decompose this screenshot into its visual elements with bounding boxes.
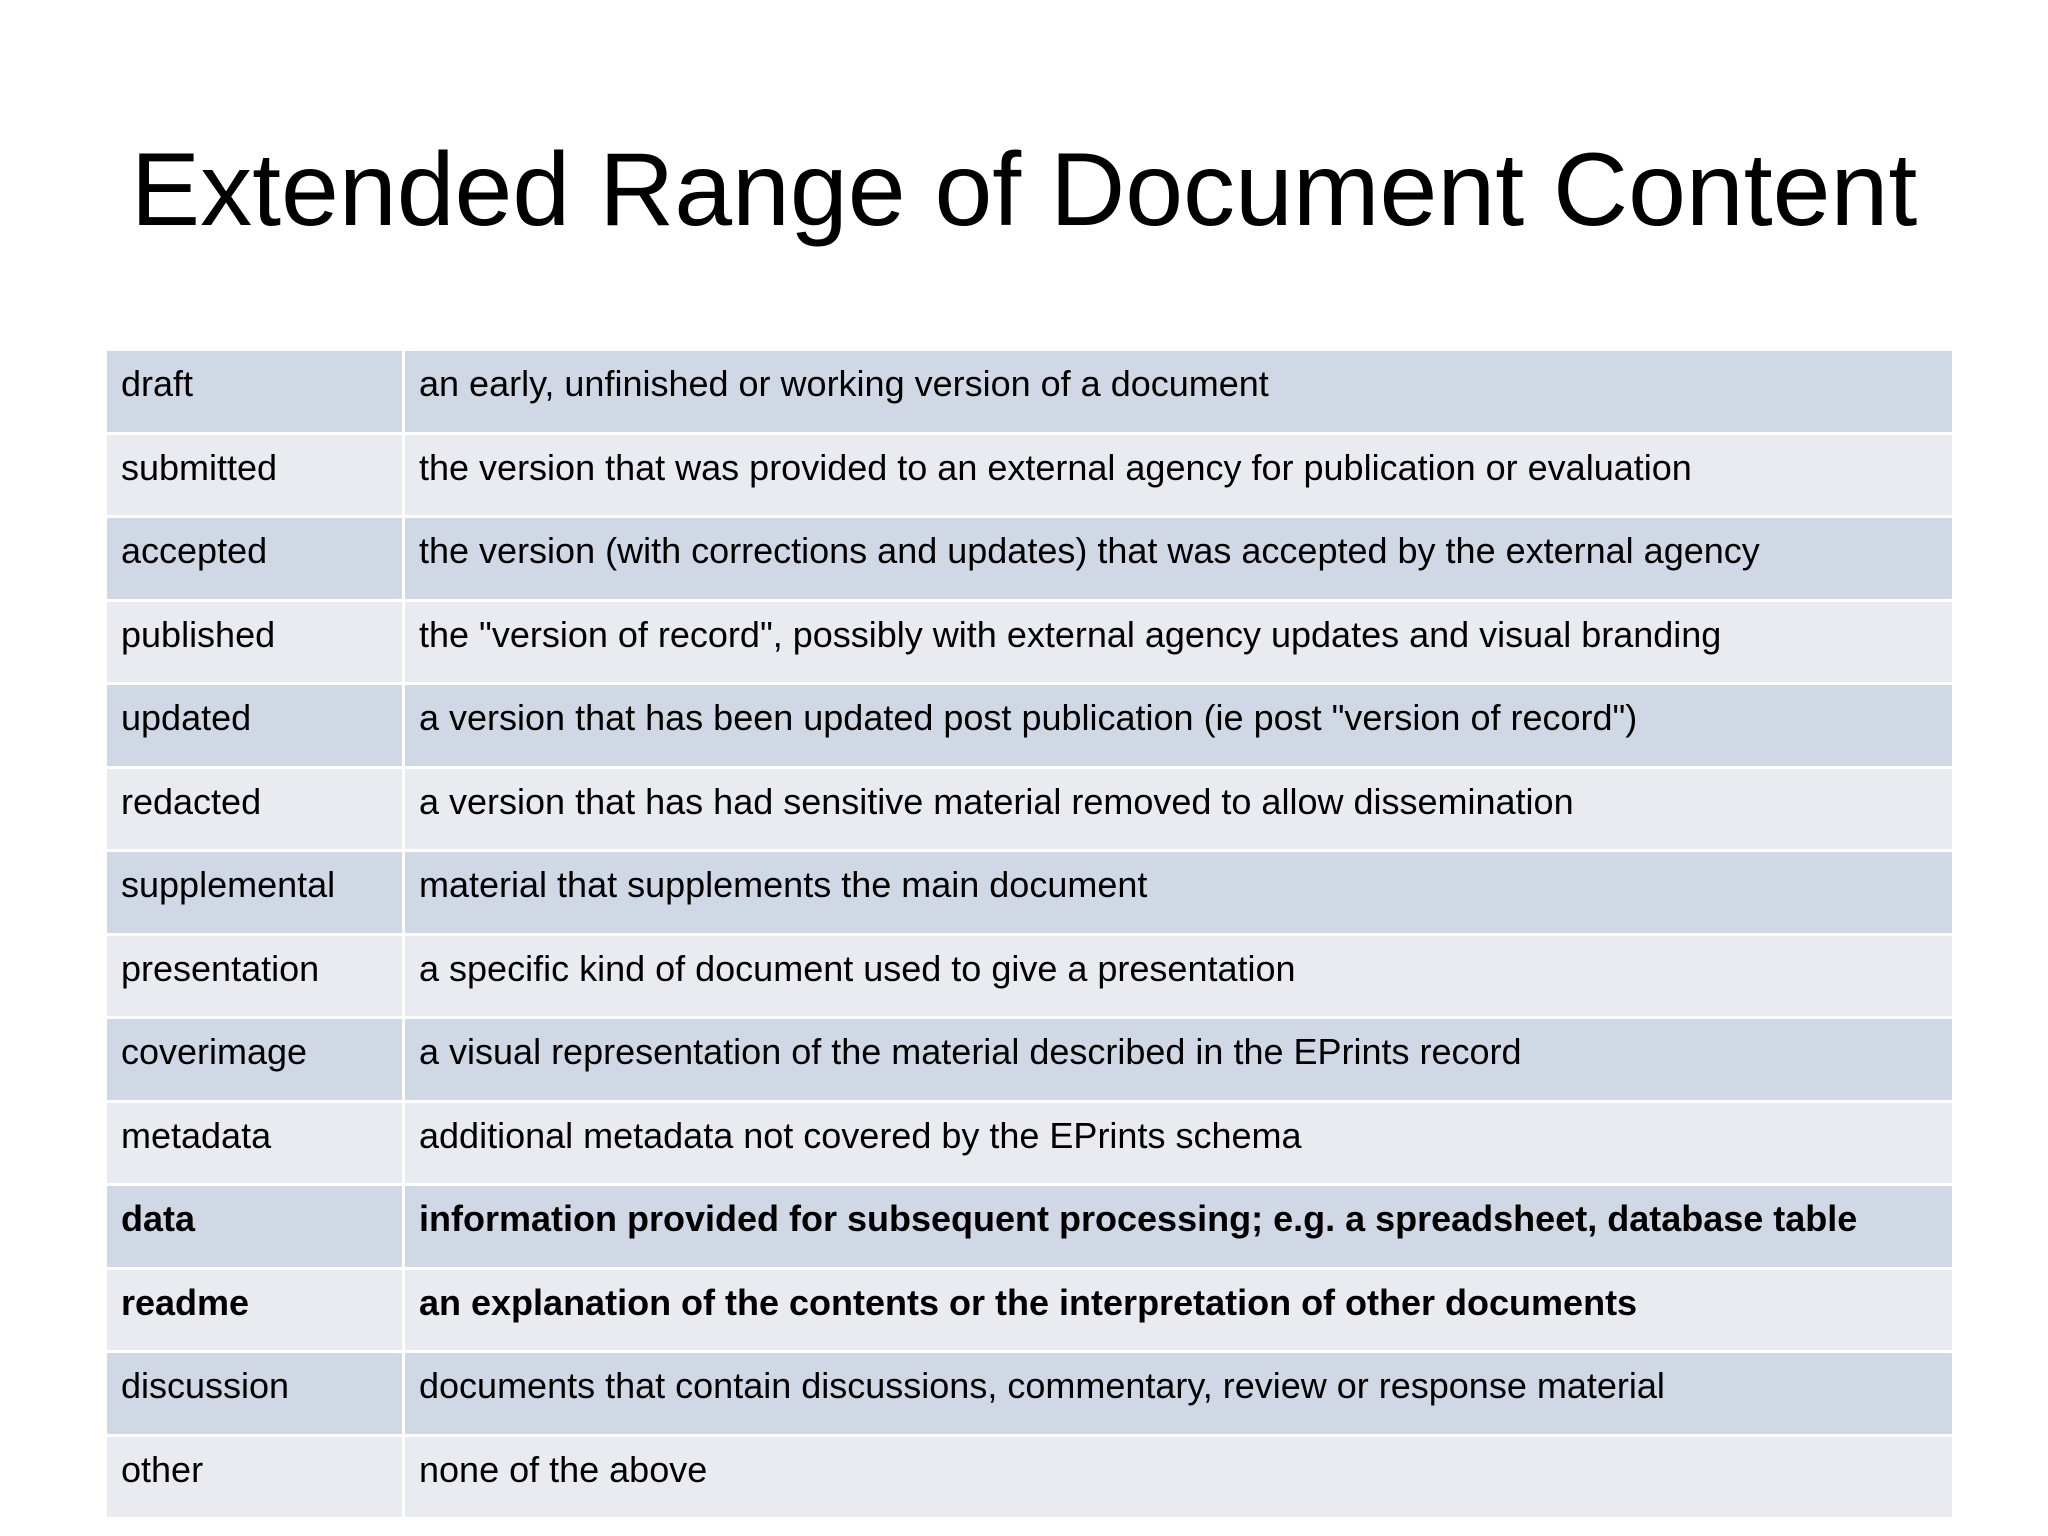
description-cell: none of the above bbox=[404, 1435, 1954, 1519]
description-cell: a version that has been updated post publication (ie post "version of record") bbox=[404, 684, 1954, 768]
term-cell: submitted bbox=[106, 433, 404, 517]
table-row bbox=[106, 684, 1954, 768]
table-row bbox=[106, 1101, 1954, 1185]
description-cell: documents that contain discussions, commentary, review or response material bbox=[404, 1352, 1954, 1436]
term-cell: discussion bbox=[106, 1352, 404, 1436]
term-cell: redacted bbox=[106, 767, 404, 851]
description-cell: a version that has had sensitive material removed to allow dissemination bbox=[404, 767, 1954, 851]
table-row bbox=[106, 1185, 1954, 1269]
table-row bbox=[106, 600, 1954, 684]
term-cell: draft bbox=[106, 350, 404, 434]
term-cell: supplemental bbox=[106, 851, 404, 935]
term-cell: readme bbox=[106, 1268, 404, 1352]
term-cell: presentation bbox=[106, 934, 404, 1018]
description-cell: the version (with corrections and updates) that was accepted by the external agency bbox=[404, 517, 1954, 601]
term-cell: coverimage bbox=[106, 1018, 404, 1102]
table-row bbox=[106, 1435, 1954, 1519]
description-cell: a visual representation of the material described in the EPrints record bbox=[404, 1018, 1954, 1102]
table-row bbox=[106, 851, 1954, 935]
description-cell: information provided for subsequent processing; e.g. a spreadsheet, database table bbox=[404, 1185, 1954, 1269]
table-row bbox=[106, 517, 1954, 601]
document-content-table bbox=[104, 348, 1955, 1520]
table-row bbox=[106, 934, 1954, 1018]
slide-title: Extended Range of Document Content bbox=[130, 132, 1918, 248]
description-cell: additional metadata not covered by the EPrints schema bbox=[404, 1101, 1954, 1185]
table-row bbox=[106, 433, 1954, 517]
term-cell: metadata bbox=[106, 1101, 404, 1185]
table-row bbox=[106, 767, 1954, 851]
description-cell: a specific kind of document used to give a presentation bbox=[404, 934, 1954, 1018]
term-cell: published bbox=[106, 600, 404, 684]
term-cell: accepted bbox=[106, 517, 404, 601]
description-cell: material that supplements the main document bbox=[404, 851, 1954, 935]
term-cell: data bbox=[106, 1185, 404, 1269]
table-row bbox=[106, 350, 1954, 434]
term-cell: other bbox=[106, 1435, 404, 1519]
table-row bbox=[106, 1352, 1954, 1436]
description-cell: the "version of record", possibly with external agency updates and visual branding bbox=[404, 600, 1954, 684]
description-cell: the version that was provided to an external agency for publication or evaluation bbox=[404, 433, 1954, 517]
table-row bbox=[106, 1018, 1954, 1102]
table-row bbox=[106, 1268, 1954, 1352]
description-cell: an explanation of the contents or the interpretation of other documents bbox=[404, 1268, 1954, 1352]
term-cell: updated bbox=[106, 684, 404, 768]
description-cell: an early, unfinished or working version of a document bbox=[404, 350, 1954, 434]
